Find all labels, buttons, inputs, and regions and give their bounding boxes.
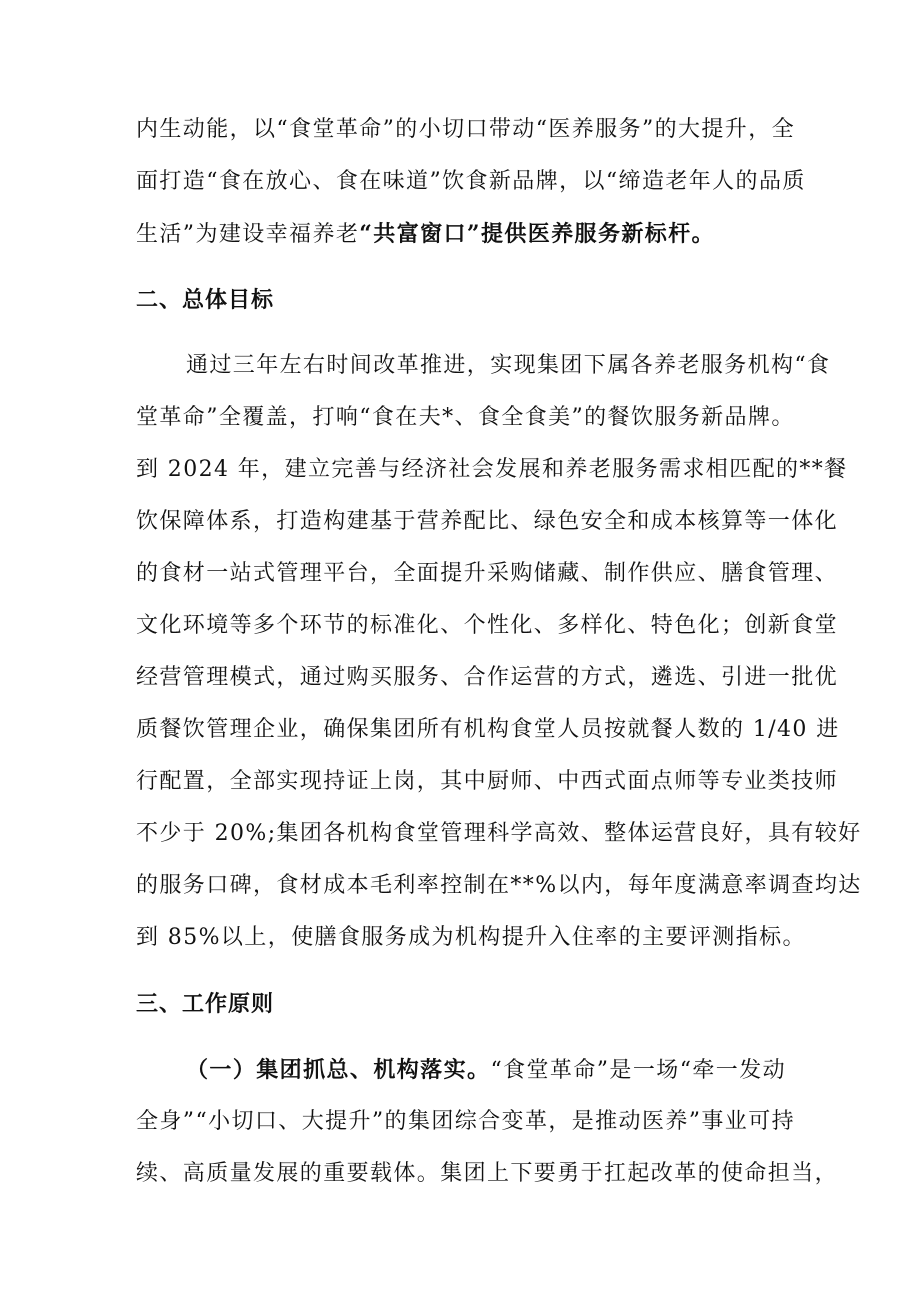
goals-line-8: 质餐饮管理企业，确保集团所有机构食堂人员按就餐人数的 1/40 进 xyxy=(136,717,840,742)
section-heading-goals: 二、总体目标 xyxy=(136,287,275,313)
goals-line-11: 的服务口碑，食材成本毛利率控制在**%以内，每年度满意率调查均达 xyxy=(136,873,862,898)
principle-1-text: “食堂革命”是一场“牵一发动 xyxy=(490,1058,787,1083)
goals-line-7: 经营管理模式，通过购买服务、合作运营的方式，遴选、引进一批优 xyxy=(136,665,839,690)
intro-line-1: 内生动能，以“食堂革命”的小切口带动“医养服务”的大提升，全 xyxy=(136,117,795,142)
goals-line-2: 堂革命”全覆盖，打响“食在夫*、食全食美”的餐饮服务新品牌。 xyxy=(136,405,795,430)
goals-line-3: 到 2024 年，建立完善与经济社会发展和养老服务需求相匹配的**餐 xyxy=(136,457,848,482)
intro-line-3-bold: “共富窗口”提供医养服务新标杆。 xyxy=(359,221,715,247)
goals-line-6: 文化环境等多个环节的标准化、个性化、多样化、特色化；创新食堂 xyxy=(136,613,839,638)
principles-line-2: 全身”“小切口、大提升”的集团综合变革，是推动医养”事业可持 xyxy=(136,1109,795,1134)
goals-line-5: 的食材一站式管理平台，全面提升采购储藏、制作供应、膳食管理、 xyxy=(136,561,839,586)
principle-1-title: （一）集团抓总、机构落实。 xyxy=(186,1057,491,1083)
goals-line-1: 通过三年左右时间改革推进，实现集团下属各养老服务机构“食 xyxy=(186,353,831,378)
goals-line-12: 到 85%以上，使膳食服务成为机构提升入住率的主要评测指标。 xyxy=(136,925,806,950)
goals-line-4: 饮保障体系，打造构建基于营养配比、绿色安全和成本核算等一体化 xyxy=(136,509,839,534)
principles-line-1 xyxy=(186,1054,786,1087)
section-heading-principles: 三、工作原则 xyxy=(136,991,275,1017)
principles-line-3: 续、高质量发展的重要载体。集团上下要勇于扛起改革的使命担当， xyxy=(136,1161,839,1186)
intro-line-2: 面打造“食在放心、食在味道”饮食新品牌，以“缔造老年人的品质 xyxy=(136,169,806,194)
goals-line-9: 行配置，全部实现持证上岗，其中厨师、中西式面点师等专业类技师 xyxy=(136,769,839,794)
intro-line-3-normal: 生活”为建设幸福养老 xyxy=(136,222,360,247)
intro-line-3 xyxy=(136,218,786,251)
goals-line-10: 不少于 20%;集团各机构食堂管理科学高效、整体运营良好，具有较好 xyxy=(136,821,862,846)
